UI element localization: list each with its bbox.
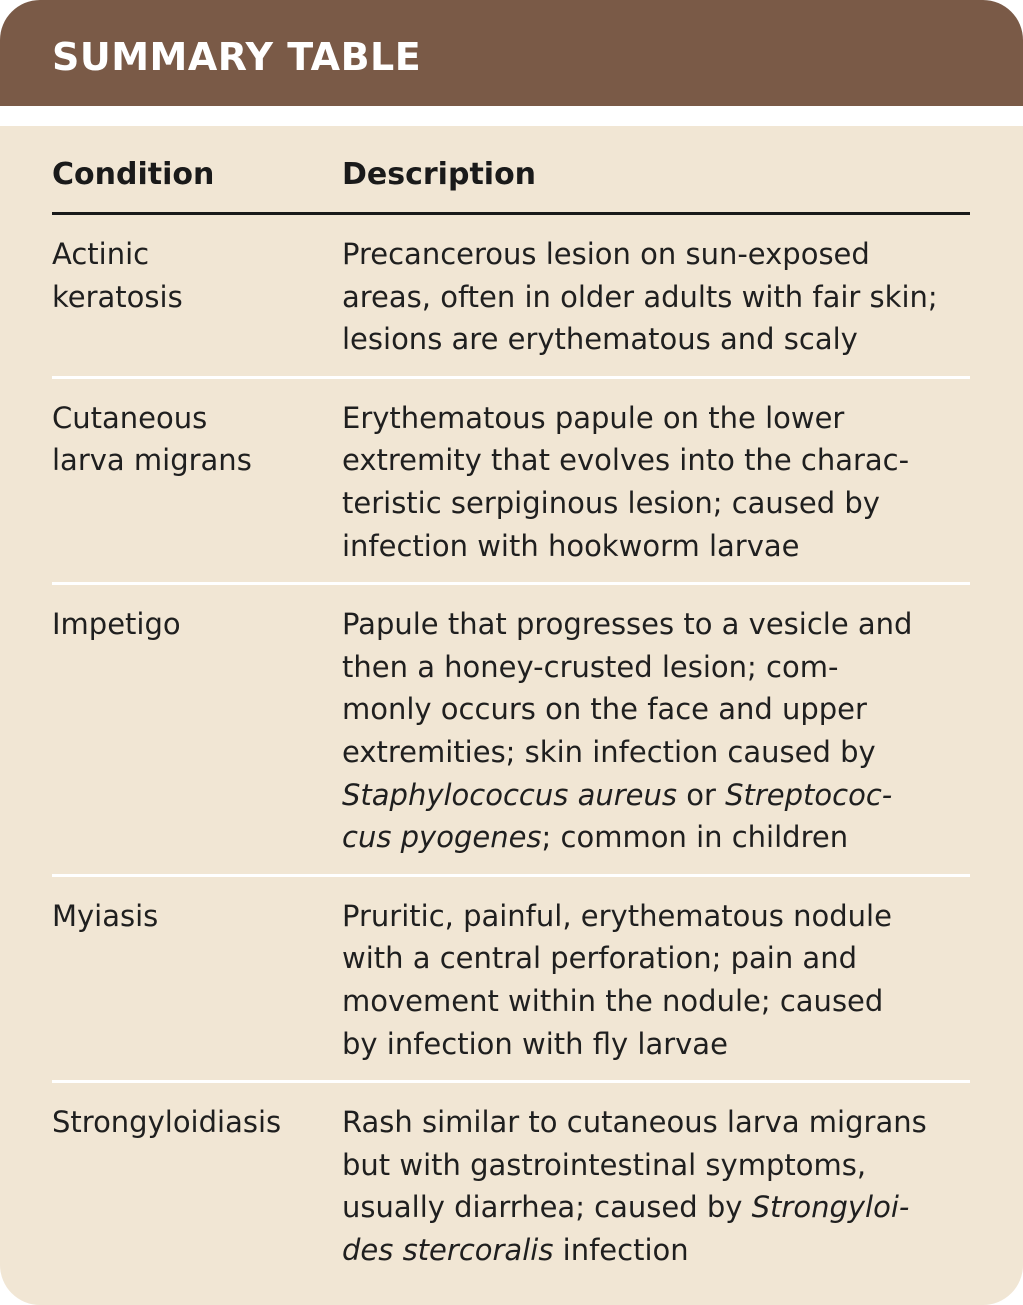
description-text: Rash similar to cutaneous larva migrans but with gastrointestinal symptoms, usually diarrhea; caused by (342, 1105, 927, 1225)
condition-cell: Cutaneous larva migrans (52, 377, 342, 583)
column-header-description: Description (342, 156, 970, 214)
description-cell: Erythematous papule on the lower extremity that evolves into the charac- teristic serpiginous lesion; caused by infection with hookworm larvae (342, 377, 970, 583)
summary-panel (0, 126, 1023, 1305)
description-cell (342, 584, 970, 876)
description-text: ; common in children (541, 820, 849, 855)
table-row (52, 584, 970, 876)
description-text: or (677, 777, 726, 812)
condition-cell: Myiasis (52, 875, 342, 1081)
description-text: infection (553, 1232, 689, 1267)
table-row (52, 214, 970, 378)
description-text: Papule that progresses to a vesicle and then a honey-crusted lesion; com- monly occurs on the face and upper extremities; skin infection caused by (342, 607, 913, 769)
column-header-condition: Condition (52, 156, 342, 214)
table-row (52, 377, 970, 583)
table-row (52, 875, 970, 1081)
summary-table (52, 156, 970, 1286)
condition-cell: Strongyloidiasis (52, 1105, 282, 1140)
page-title: SUMMARY TABLE (52, 35, 422, 79)
description-cell: Precancerous lesion on sun-exposed areas, often in older adults with fair skin; lesions are erythematous and scaly (342, 214, 970, 378)
organism-name: Staphylococcus aureus (342, 777, 677, 812)
table-header-row (52, 156, 970, 214)
organism-name: Strongyloi- des stercoralis (342, 1190, 910, 1267)
table-row (52, 1082, 970, 1287)
condition-cell: Actinic keratosis (52, 214, 342, 378)
summary-header (0, 0, 1023, 106)
description-cell: Pruritic, painful, erythematous nodule with a central perforation; pain and movement within the nodule; caused by infection with fly larvae (342, 875, 970, 1081)
condition-cell: Impetigo (52, 584, 342, 876)
description-cell (342, 1082, 970, 1287)
organism-name: Streptococ- cus pyogenes (342, 777, 893, 855)
